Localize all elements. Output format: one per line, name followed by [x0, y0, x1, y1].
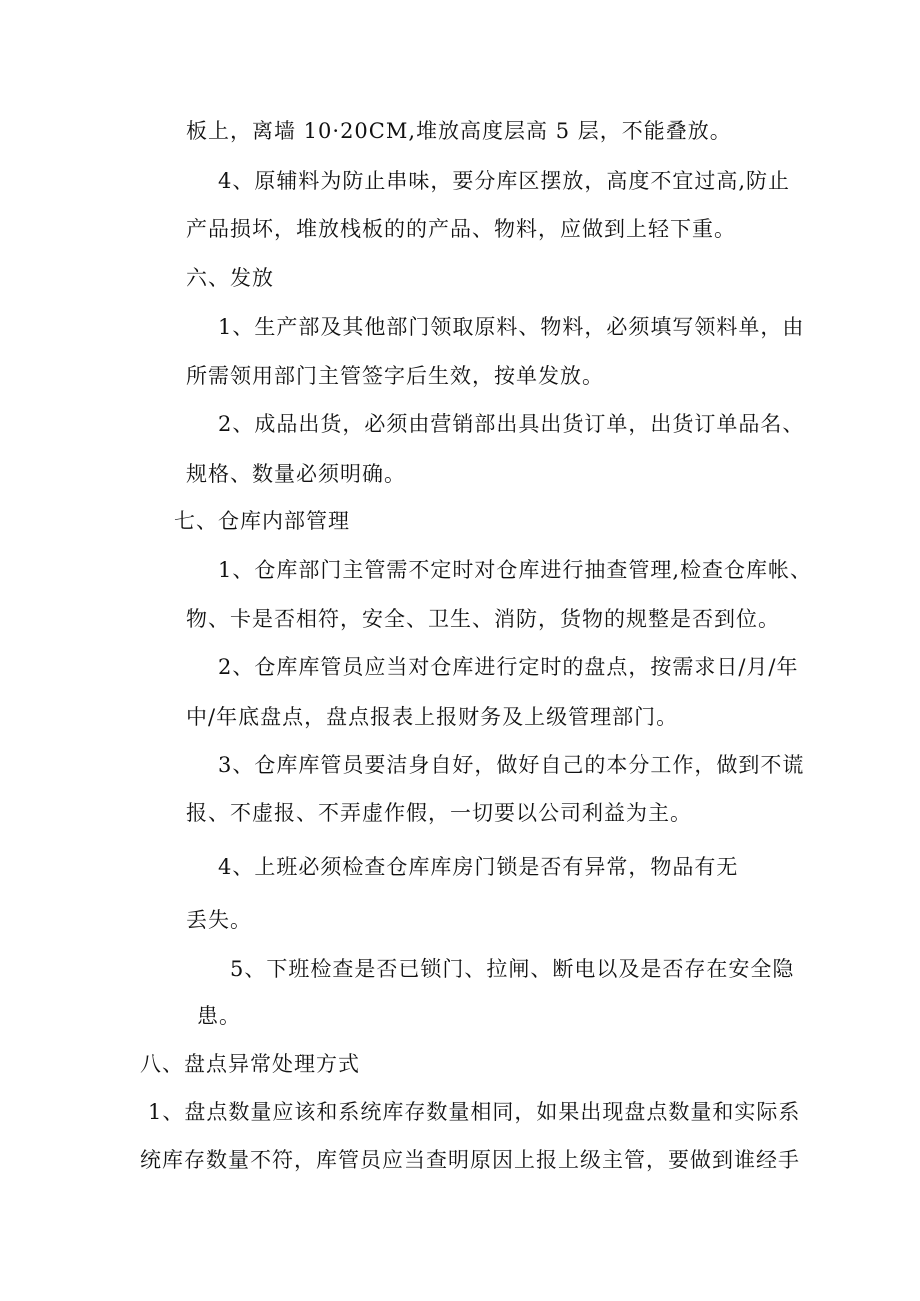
- paragraph-line: 产品损坏，堆放栈板的的产品、物料，应做到上轻下重。: [186, 217, 736, 241]
- paragraph-line: 4、上班必须检查仓库库房门锁是否有异常，物品有无: [218, 855, 739, 879]
- paragraph-line: 丢失。: [186, 908, 252, 932]
- paragraph-line: 1、生产部及其他部门领取原料、物料，必须填写领料单，由: [218, 315, 805, 339]
- paragraph-line: 统库存数量不符，库管员应当查明原因上报上级主管，要做到谁经手: [140, 1148, 800, 1172]
- section-heading: 六、发放: [186, 266, 274, 290]
- paragraph-line: 3、仓库库管员要洁身自好，做好自己的本分工作，做到不谎: [218, 753, 805, 777]
- paragraph-line: 规格、数量必须明确。: [186, 462, 406, 486]
- paragraph-line: 报、不虚报、不弄虚作假，一切要以公司利益为主。: [186, 801, 692, 825]
- paragraph-line: 5、下班检查是否已锁门、拉闸、断电以及是否存在安全隐: [230, 957, 795, 981]
- paragraph-line: 2、仓库库管员应当对仓库进行定时的盘点，按需求日/月/年: [218, 655, 799, 679]
- paragraph-line: 患。: [197, 1004, 241, 1028]
- paragraph-line: 2、成品出货，必须由营销部出具出货订单，出货订单品名、: [218, 412, 805, 436]
- paragraph-line: 1、仓库部门主管需不定时对仓库进行抽查管理,检查仓库帐、: [218, 558, 813, 582]
- paragraph-line: 所需领用部门主管签字后生效，按单发放。: [186, 364, 604, 388]
- paragraph-line: 1、盘点数量应该和系统库存数量相同，如果出现盘点数量和实际系: [148, 1100, 801, 1124]
- paragraph-line: 板上，离墙 10·20CM,堆放高度层高 5 层，不能叠放。: [186, 119, 732, 143]
- paragraph-line: 4、原辅料为防止串味，要分库区摆放，高度不宜过高,防止: [218, 169, 791, 193]
- section-heading: 七、仓库内部管理: [174, 509, 350, 533]
- paragraph-line: 中/年底盘点，盘点报表上报财务及上级管理部门。: [186, 705, 679, 729]
- paragraph-line: 物、卡是否相符，安全、卫生、消防，货物的规整是否到位。: [186, 607, 780, 631]
- section-heading: 八、盘点异常处理方式: [140, 1052, 360, 1076]
